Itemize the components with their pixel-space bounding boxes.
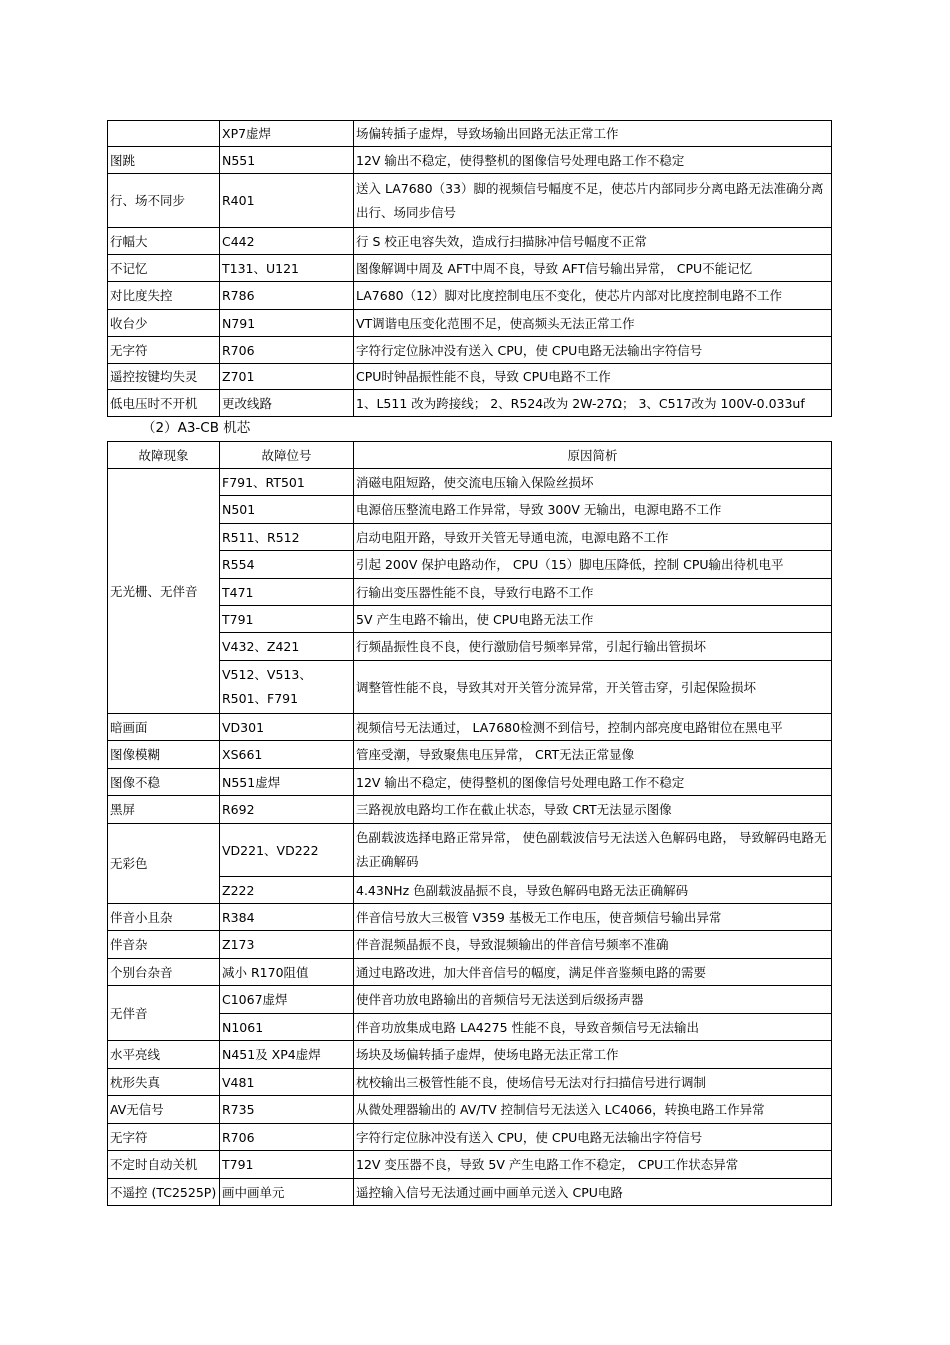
cause-cell: 行频晶振性良不良，使行激励信号频率异常，引起行输出管损坏 [354,633,832,661]
cause-cell: 电源倍压整流电路工作异常，导致 300V 无输出，电源电路不工作 [354,496,832,524]
symptom-cell: 无光栅、无伴音 [108,469,220,714]
cause-cell: 视频信号无法通过， LA7680检测不到信号，控制内部亮度电路钳位在黑电平 [354,714,832,741]
symptom-cell: 伴音杂 [108,931,220,959]
location-cell: XS661 [220,741,354,769]
cause-cell: 启动电阻开路，导致开关管无导通电流，电源电路不工作 [354,524,832,551]
table-row [108,310,832,337]
cause-cell: 行 S 校正电容失效，造成行扫描脉冲信号幅度不正常 [354,228,832,255]
symptom-cell: 图跳 [108,147,220,174]
header-location: 故障位号 [220,442,354,469]
location-cell: Z222 [220,877,354,904]
location-cell: 画中画单元 [220,1179,354,1206]
table-row [108,364,832,390]
symptom-cell: 黑屏 [108,796,220,824]
location-cell: R735 [220,1096,354,1124]
cause-cell: 遥控输入信号无法通过画中画单元送入 CPU电路 [354,1179,832,1206]
location-cell: Z173 [220,931,354,959]
cause-cell: 调整管性能不良，导致其对开关管分流异常，开关管击穿，引起保险损坏 [354,661,832,714]
location-cell: Z701 [220,364,354,390]
location-cell: 更改线路 [220,390,354,417]
table-row [108,1069,832,1096]
cause-cell: 12V 输出不稳定，使得整机的图像信号处理电路工作不稳定 [354,769,832,796]
symptom-cell: 暗画面 [108,714,220,741]
location-cell: R511、R512 [220,524,354,551]
location-cell: R706 [220,1124,354,1151]
location-cell: V432、Z421 [220,633,354,661]
location-cell: R401 [220,174,354,228]
section-title: （2）A3-CB 机芯 [142,420,251,436]
symptom-cell: 无伴音 [108,986,220,1041]
cause-cell: 通过电路改进，加大伴音信号的幅度，满足伴音鉴频电路的需要 [354,959,832,986]
symptom-cell: 收台少 [108,310,220,337]
location-cell: C1067虚焊 [220,986,354,1014]
table-row [108,147,832,174]
fault-table-2 [107,441,832,1206]
location-cell: C442 [220,228,354,255]
symptom-cell: 无字符 [108,1124,220,1151]
location-cell: T131、U121 [220,255,354,282]
cause-cell: 字符行定位脉冲没有送入 CPU，使 CPU电路无法输出字符信号 [354,337,832,364]
symptom-cell: 图像不稳 [108,769,220,796]
table-row [108,282,832,310]
symptom-cell [108,121,220,147]
cause-cell: 色副载波选择电路正常异常， 使色副载波信号无法送入色解码电路， 导致解码电路无法正确解码 [354,824,832,877]
table-row [108,1041,832,1069]
cause-cell: 4.43NHz 色副载波晶振不良，导致色解码电路无法正确解码 [354,877,832,904]
cause-cell: 管座受潮，导致聚焦电压异常， CRT无法正常显像 [354,741,832,769]
table-row [108,469,832,496]
cause-cell: 使伴音功放电路输出的音频信号无法送到后级扬声器 [354,986,832,1014]
table-row [108,769,832,796]
location-cell: 减小 R170阻值 [220,959,354,986]
location-cell: N551 [220,147,354,174]
cause-cell: 场块及场偏转插子虚焊，使场电路无法正常工作 [354,1041,832,1069]
location-cell: N501 [220,496,354,524]
table-row [108,121,832,147]
location-cell: N1061 [220,1014,354,1041]
cause-cell: 5V 产生电路不输出，使 CPU电路无法工作 [354,606,832,633]
symptom-cell: 伴音小且杂 [108,904,220,931]
symptom-cell: 无字符 [108,337,220,364]
location-cell: R706 [220,337,354,364]
symptom-cell: 枕形失真 [108,1069,220,1096]
table-row [108,986,832,1014]
table-row [108,824,832,877]
symptom-cell: 遥控按键均失灵 [108,364,220,390]
location-cell: N451及 XP4虚焊 [220,1041,354,1069]
location-cell: VD221、VD222 [220,824,354,877]
header-symptom: 故障现象 [108,442,220,469]
table-row [108,714,832,741]
cause-cell: 图像解调中周及 AFT中周不良，导致 AFT信号输出异常， CPU不能记忆 [354,255,832,282]
table-row [108,931,832,959]
cause-cell: 伴音信号放大三极管 V359 基极无工作电压，使音频信号输出异常 [354,904,832,931]
location-cell: T791 [220,1151,354,1179]
location-cell: R692 [220,796,354,824]
cause-cell: 消磁电阻短路，使交流电压输入保险丝损坏 [354,469,832,496]
table-row [108,1151,832,1179]
cause-cell: 三路视放电路均工作在截止状态，导致 CRT无法显示图像 [354,796,832,824]
location-cell: R554 [220,551,354,579]
table-header-row [108,442,832,469]
cause-cell: 场偏转插子虚焊，导致场输出回路无法正常工作 [354,121,832,147]
cause-cell: 伴音混频晶振不良，导致混频输出的伴音信号频率不准确 [354,931,832,959]
table-row [108,959,832,986]
header-cause: 原因简析 [354,442,832,469]
cause-cell: 1、L511 改为跨接线； 2、R524改为 2W-27Ω； 3、C517改为 100V-0.033uf [354,390,832,417]
cause-cell: 枕校输出三极管性能不良，使场信号无法对行扫描信号进行调制 [354,1069,832,1096]
fault-table-1 [107,120,832,417]
table-row [108,228,832,255]
cause-cell: 伴音功放集成电路 LA4275 性能不良，导致音频信号无法输出 [354,1014,832,1041]
table-row [108,796,832,824]
symptom-cell: 行、场不同步 [108,174,220,228]
cause-cell: 引起 200V 保护电路动作， CPU（15）脚电压降低，控制 CPU输出待机电平 [354,551,832,579]
location-cell: R384 [220,904,354,931]
location-cell: N791 [220,310,354,337]
symptom-cell: 对比度失控 [108,282,220,310]
location-cell: V512、V513、R501、F791 [220,661,354,714]
symptom-cell: 不定时自动关机 [108,1151,220,1179]
symptom-cell: 低电压时不开机 [108,390,220,417]
location-cell: F791、RT501 [220,469,354,496]
table-row [108,904,832,931]
table-row [108,1179,832,1206]
symptom-cell: 个别台杂音 [108,959,220,986]
cause-cell: 送入 LA7680（33）脚的视频信号幅度不足，使芯片内部同步分离电路无法准确分离出行、场同步信号 [354,174,832,228]
table-row [108,337,832,364]
symptom-cell: 不遥控 (TC2525P) [108,1179,220,1206]
table-row [108,174,832,228]
cause-cell: 字符行定位脉冲没有送入 CPU，使 CPU电路无法输出字符信号 [354,1124,832,1151]
table-row [108,390,832,417]
symptom-cell: 无彩色 [108,824,220,904]
cause-cell: 12V 输出不稳定，使得整机的图像信号处理电路工作不稳定 [354,147,832,174]
symptom-cell: AV无信号 [108,1096,220,1124]
cause-cell: 行输出变压器性能不良，导致行电路不工作 [354,579,832,606]
location-cell: VD301 [220,714,354,741]
location-cell: V481 [220,1069,354,1096]
table-row [108,255,832,282]
cause-cell: VT调谐电压变化范围不足，使高频头无法正常工作 [354,310,832,337]
cause-cell: CPU时钟晶振性能不良，导致 CPU电路不工作 [354,364,832,390]
location-cell: R786 [220,282,354,310]
cause-cell: 12V 变压器不良，导致 5V 产生电路工作不稳定， CPU工作状态异常 [354,1151,832,1179]
cause-cell: 从微处理器输出的 AV/TV 控制信号无法送入 LC4066，转换电路工作异常 [354,1096,832,1124]
table-row [108,741,832,769]
symptom-cell: 图像模糊 [108,741,220,769]
location-cell: N551虚焊 [220,769,354,796]
table-row [108,1124,832,1151]
symptom-cell: 不记忆 [108,255,220,282]
table-row [108,1096,832,1124]
location-cell: T471 [220,579,354,606]
cause-cell: LA7680（12）脚对比度控制电压不变化，使芯片内部对比度控制电路不工作 [354,282,832,310]
location-cell: T791 [220,606,354,633]
location-cell: XP7虚焊 [220,121,354,147]
symptom-cell: 水平亮线 [108,1041,220,1069]
symptom-cell: 行幅大 [108,228,220,255]
